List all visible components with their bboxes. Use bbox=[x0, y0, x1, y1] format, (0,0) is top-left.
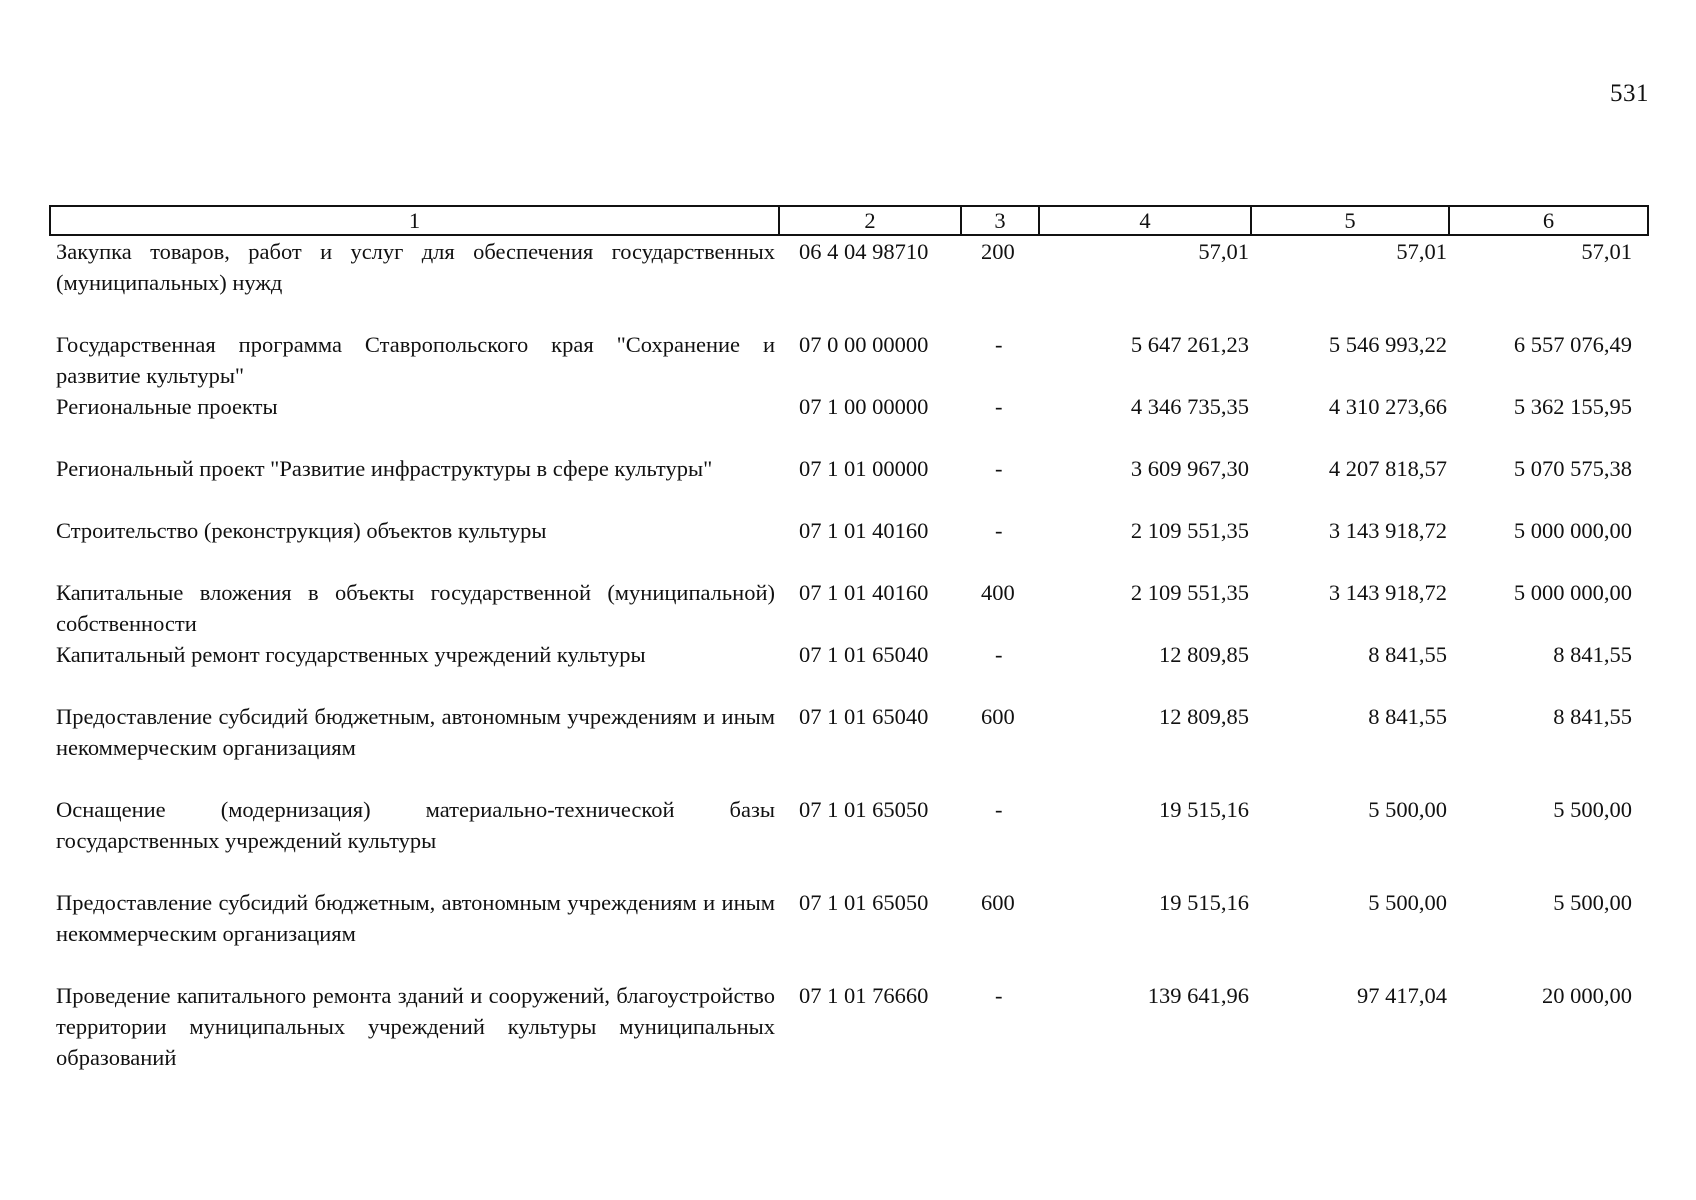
expense-type-code: - bbox=[995, 456, 1003, 481]
expense-name: Закупка товаров, работ и услуг для обеспечения государственных (муниципальных) нужд bbox=[56, 239, 775, 295]
expense-name: Региональный проект "Развитие инфраструктуры в сфере культуры" bbox=[56, 456, 713, 481]
column-header-2: 2 bbox=[779, 206, 961, 235]
table-body bbox=[50, 235, 1648, 1104]
table-row bbox=[50, 391, 1648, 453]
expense-name: Региональные проекты bbox=[56, 394, 278, 419]
table-row bbox=[50, 515, 1648, 577]
expense-type-code: - bbox=[995, 797, 1003, 822]
expense-name: Государственная программа Ставропольского края "Сохранение и развитие культуры" bbox=[56, 332, 775, 388]
target-code: 07 1 01 65050 bbox=[799, 890, 929, 915]
amount-col-4: 2 109 551,35 bbox=[1130, 580, 1249, 605]
amount-col-5: 57,01 bbox=[1396, 239, 1447, 264]
expense-type-code: 600 bbox=[981, 890, 1015, 915]
expense-type-code: - bbox=[995, 518, 1003, 543]
expense-type-code: 400 bbox=[981, 580, 1015, 605]
expense-type-code: 600 bbox=[981, 704, 1015, 729]
budget-table bbox=[49, 205, 1649, 1104]
amount-col-6: 5 500,00 bbox=[1553, 797, 1632, 822]
expense-type-code: - bbox=[995, 983, 1003, 1008]
table-row bbox=[50, 639, 1648, 701]
target-code: 07 1 01 40160 bbox=[799, 518, 929, 543]
expense-name: Предоставление субсидий бюджетным, автономным учреждениям и иным некоммерческим организациям bbox=[56, 704, 775, 760]
target-code: 07 1 01 76660 bbox=[799, 983, 929, 1008]
column-header-1: 1 bbox=[50, 206, 779, 235]
expense-name: Строительство (реконструкция) объектов культуры bbox=[56, 518, 547, 543]
table-row bbox=[50, 453, 1648, 515]
amount-col-5: 8 841,55 bbox=[1368, 704, 1447, 729]
table-row bbox=[50, 980, 1648, 1104]
target-code: 07 1 01 65050 bbox=[799, 797, 929, 822]
amount-col-6: 5 000 000,00 bbox=[1513, 518, 1632, 543]
target-code: 07 1 00 00000 bbox=[799, 394, 929, 419]
target-code: 07 1 01 40160 bbox=[799, 580, 929, 605]
expense-name: Капитальные вложения в объекты государственной (муниципальной) собственности bbox=[56, 580, 775, 636]
amount-col-4: 4 346 735,35 bbox=[1130, 394, 1249, 419]
amount-col-6: 8 841,55 bbox=[1553, 704, 1632, 729]
expense-type-code: - bbox=[995, 642, 1003, 667]
amount-col-5: 3 143 918,72 bbox=[1328, 580, 1447, 605]
table-header bbox=[50, 206, 1648, 235]
amount-col-5: 5 500,00 bbox=[1368, 797, 1447, 822]
table-row bbox=[50, 794, 1648, 887]
amount-col-5: 4 207 818,57 bbox=[1328, 456, 1447, 481]
amount-col-4: 3 609 967,30 bbox=[1130, 456, 1249, 481]
expense-name: Проведение капитального ремонта зданий и сооружений, благоустройство территории муниципальных учреждений культуры муниципальных образований bbox=[56, 983, 775, 1070]
expense-name: Предоставление субсидий бюджетным, автономным учреждениям и иным некоммерческим организациям bbox=[56, 890, 775, 946]
amount-col-6: 6 557 076,49 bbox=[1513, 332, 1632, 357]
amount-col-5: 5 500,00 bbox=[1368, 890, 1447, 915]
amount-col-5: 8 841,55 bbox=[1368, 642, 1447, 667]
amount-col-4: 12 809,85 bbox=[1159, 704, 1249, 729]
amount-col-5: 4 310 273,66 bbox=[1328, 394, 1447, 419]
expense-type-code: - bbox=[995, 332, 1003, 357]
amount-col-4: 19 515,16 bbox=[1159, 797, 1249, 822]
amount-col-4: 5 647 261,23 bbox=[1130, 332, 1249, 357]
amount-col-6: 8 841,55 bbox=[1553, 642, 1632, 667]
amount-col-6: 5 362 155,95 bbox=[1513, 394, 1632, 419]
amount-col-6: 20 000,00 bbox=[1542, 983, 1632, 1008]
target-code: 07 1 01 00000 bbox=[799, 456, 929, 481]
column-header-4: 4 bbox=[1039, 206, 1251, 235]
column-header-3: 3 bbox=[961, 206, 1039, 235]
expense-type-code: - bbox=[995, 394, 1003, 419]
table-row bbox=[50, 701, 1648, 794]
amount-col-6: 5 500,00 bbox=[1553, 890, 1632, 915]
amount-col-4: 19 515,16 bbox=[1159, 890, 1249, 915]
amount-col-5: 5 546 993,22 bbox=[1328, 332, 1447, 357]
amount-col-4: 57,01 bbox=[1198, 239, 1249, 264]
target-code: 06 4 04 98710 bbox=[799, 239, 929, 264]
header-row bbox=[50, 206, 1648, 235]
table-row bbox=[50, 329, 1648, 391]
page-number: 531 bbox=[1610, 80, 1649, 107]
amount-col-6: 5 000 000,00 bbox=[1513, 580, 1632, 605]
target-code: 07 1 01 65040 bbox=[799, 642, 929, 667]
amount-col-4: 2 109 551,35 bbox=[1130, 518, 1249, 543]
target-code: 07 0 00 00000 bbox=[799, 332, 929, 357]
amount-col-4: 139 641,96 bbox=[1147, 983, 1249, 1008]
amount-col-6: 57,01 bbox=[1581, 239, 1632, 264]
table-row bbox=[50, 235, 1648, 329]
target-code: 07 1 01 65040 bbox=[799, 704, 929, 729]
expense-name: Капитальный ремонт государственных учреждений культуры bbox=[56, 642, 646, 667]
table-row bbox=[50, 577, 1648, 639]
expense-name: Оснащение (модернизация) материально-технической базы государственных учреждений культуры bbox=[56, 797, 775, 853]
amount-col-5: 3 143 918,72 bbox=[1328, 518, 1447, 543]
expense-type-code: 200 bbox=[981, 239, 1015, 264]
amount-col-5: 97 417,04 bbox=[1357, 983, 1447, 1008]
amount-col-6: 5 070 575,38 bbox=[1513, 456, 1632, 481]
column-header-5: 5 bbox=[1251, 206, 1449, 235]
amount-col-4: 12 809,85 bbox=[1159, 642, 1249, 667]
table-row bbox=[50, 887, 1648, 980]
column-header-6: 6 bbox=[1449, 206, 1648, 235]
